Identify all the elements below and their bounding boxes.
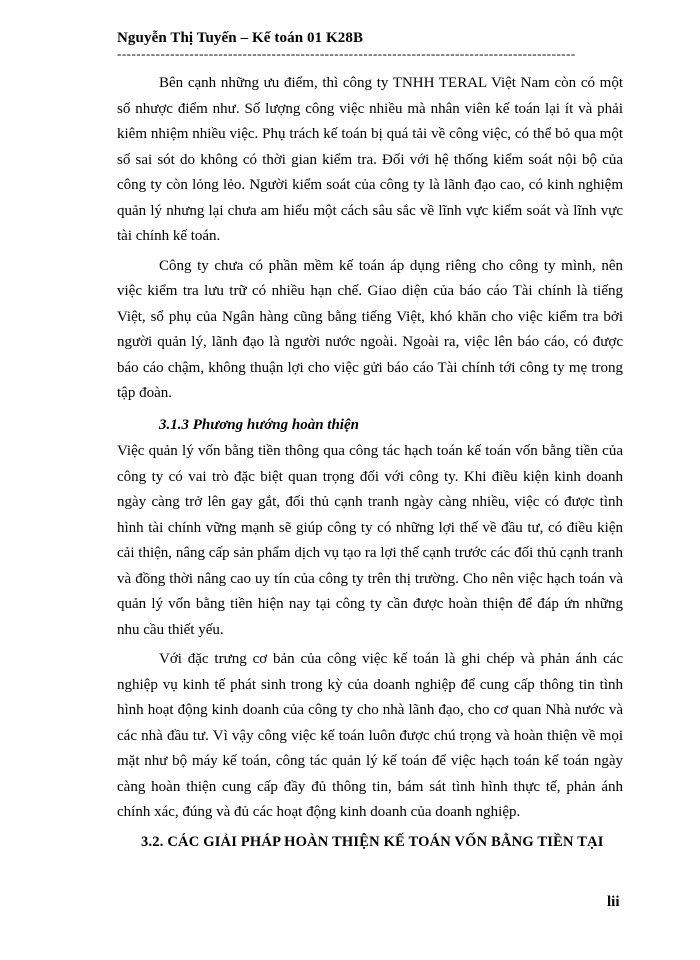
page-number: lii [607,894,620,910]
section-heading: 3.2. CÁC GIẢI PHÁP HOÀN THIỆN KẾ TOÁN VỐN BẰNG TIỀN TẠI [141,833,604,850]
paragraph-software-limits: Công ty chưa có phần mềm kế toán áp dụng riêng cho công ty mình, nên việc kiểm tra lưu trữ có nhiều hạn chế. Giao diện của báo cáo Tài chính là tiếng Việt, sổ phụ của Ngân hàng cũng bằng tiếng Việt, khó khăn cho việc kiểm tra bởi người quản lý, lãnh đạo là người nước ngoài. Ngoài ra, việc lên báo cáo, có được báo cáo chậm, không thuận lợi cho việc gửi báo cáo Tài chính tới công ty mẹ trong tập đoàn. [117,257,623,401]
paragraph-cash-management: Việc quản lý vốn bằng tiền thông qua công tác hạch toán kế toán vốn bằng tiền của công ty có vai trò đặc biệt quan trọng đối với công ty. Khi điều kiện kinh doanh ngày càng trở lên gay gắt, đối thủ cạnh tranh ngày càng nhiều, việc có được tình hình tài chính vững mạnh sẽ giúp công ty có những lợi thế về đầu tư, có điều kiện cải thiện, nâng cấp sản phẩm dịch vụ tạo ra lợi thế cạnh trước các đối thủ cạnh tranh và đồng thời nâng cao uy tín của công ty trên thị trường. Cho nên việc hạch toán và quản lý vốn bằng tiền hiện nay tại công ty cần được hoàn thiện để đáp ứn những nhu cầu thiết yếu. [117,443,623,638]
paragraph-weaknesses: Bên cạnh những ưu điểm, thì công ty TNHH TERAL Việt Nam còn có một số nhược điểm như. Số lượng công việc nhiều mà nhân viên kế toán lại ít và phải kiêm nhiệm nhiều việc. Phụ trách kế toán bị quá tải về công việc, có thể bỏ qua một số sai sót do không có thời gian kiểm tra. Đối với hệ thống kiểm soát nội bộ của công ty còn lỏng lẻo. Người kiểm soát của công ty là lãnh đạo cao, có kinh nghiệm quản lý nhưng lại chưa am hiểu một cách sâu sắc về lĩnh vực kiểm soát và lĩnh vực tài chính kế toán. [117,75,623,244]
document-body [117,71,623,855]
header-dashed-rule: ----------------------------------------------------------------------------------------------- [117,47,576,61]
running-header: Nguyễn Thị Tuyến – Kế toán 01 K28B [117,30,364,46]
subsection-heading: 3.1.3 Phương hướng hoàn thiện [159,416,359,433]
paragraph-accounting-role: Với đặc trưng cơ bản của công việc kế toán là ghi chép và phản ánh các nghiệp vụ kinh tế phát sinh trong kỳ của doanh nghiệp để cung cấp thông tin tình hình hoạt động kinh doanh của công ty cho nhà lãnh đạo, cho cơ quan Nhà nước và các nhà đầu tư. Vì vậy công việc kế toán luôn được chú trọng và hoàn thiện về mọi mặt như bộ máy kế toán, công tác quản lý kế toán để việc hạch toán kế toán ngày càng hoàn thiện cung cấp đầy đủ thông tin, bám sát tình hình thực tế, phản ánh chính xác, đúng và đủ các hoạt động kinh doanh của doanh nghiệp. [117,651,623,820]
